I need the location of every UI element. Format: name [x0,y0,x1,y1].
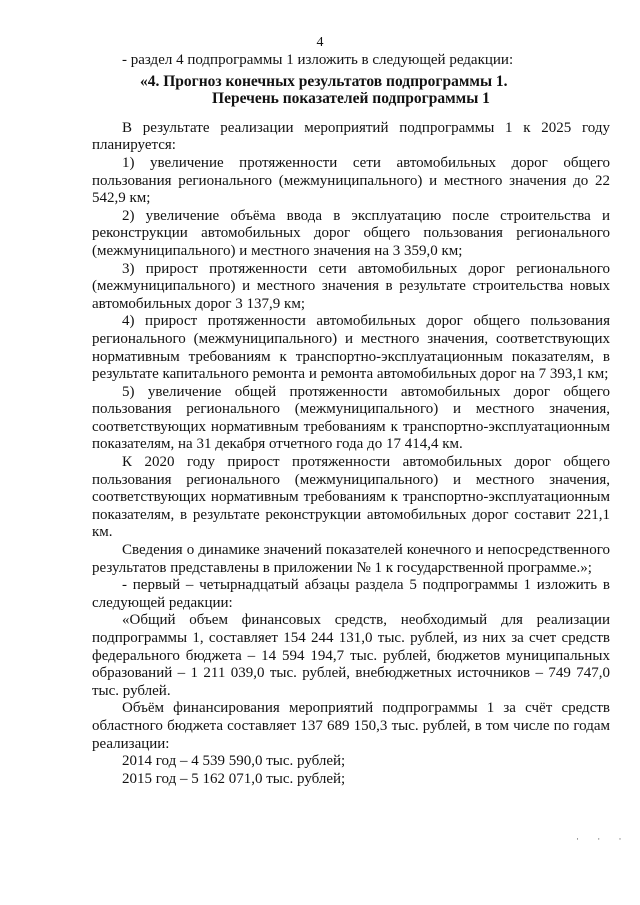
paragraph-intro: В результате реализации мероприятий подпрограммы 1 к 2025 году планируется: [92,119,610,154]
list-item-5: 5) увеличение общей протяженности автомобильных дорог общего пользования регионального (межмуниципального) и местного значения, соответствующих нормативным требованиям к транспортно-эксплуатационным показателям, на 31 декабря отчетного года до 17 414,4 км. [92,383,610,453]
list-item-3: 3) прирост протяженности сети автомобильных дорог регионального (межмуниципального) и местного значения в результате строительства новых автомобильных дорог 3 137,9 км; [92,260,610,312]
paragraph-first-fourteenth: - первый – четырнадцатый абзацы раздела 5 подпрограммы 1 изложить в следующей редакции: [92,577,610,611]
document-body [92,52,610,788]
list-item-2: 2) увеличение объёма ввода в эксплуатацию после строительства и реконструкции автомобильных дорог общего пользования регионального (межмуниципального) и местного значения на 3 359,0 км; [92,207,610,259]
scan-speck: · · · [576,834,630,844]
list-item-4: 4) прирост протяженности автомобильных дорог общего пользования регионального (межмуниципального) и местного значения, соответствующих нормативным требованиям к транспортно-эксплуатационным показателям, в результате капитального ремонта и ремонта автомобильных дорог на 7 393,1 км; [92,313,610,383]
section-heading-title: «4. Прогноз конечных результатов подпрограммы 1. [140,72,508,90]
year-2015-line: 2015 год – 5 162 071,0 тыс. рублей; [122,770,346,787]
intro-line: - раздел 4 подпрограммы 1 изложить в следующей редакции: [122,52,514,68]
paragraph-regional-budget: Объём финансирования мероприятий подпрограммы 1 за счёт средств областного бюджета составляет 137 689 150,3 тыс. рублей, в том числе по годам реализации: [92,700,610,752]
list-item-1: 1) увеличение протяженности сети автомобильных дорог общего пользования регионального (межмуниципального) и местного значения до 22 542,9 км; [92,154,610,207]
page-number: 4 [316,35,324,50]
paragraph-svedeniya: Сведения о динамике значений показателей конечного и непосредственного результатов представлены в приложении № 1 к государственной программе.»; [92,542,610,576]
paragraph-total-funding: «Общий объем финансовых средств, необходимый для реализации подпрограммы 1, составляет 154 244 131,0 тыс. рублей, из них за счет средств федерального бюджета – 14 594 194,7 тыс. рублей, бюджетов муниципальных образований – 1 211 039,0 тыс. рублей, внебюджетных источников – 749 747,0 тыс. рублей. [92,612,610,699]
section-heading-subtitle: Перечень показателей подпрограммы 1 [212,90,490,108]
year-2014-line: 2014 год – 4 539 590,0 тыс. рублей; [122,753,346,770]
paragraph-2020: К 2020 году прирост протяженности автомобильных дорог общего пользования регионального (межмуниципального) и местного значения, соответствующих нормативным требованиям к транспортно-эксплуатационным показателям, в результате реконструкции автомобильных дорог составит 221,1 км. [92,454,610,541]
